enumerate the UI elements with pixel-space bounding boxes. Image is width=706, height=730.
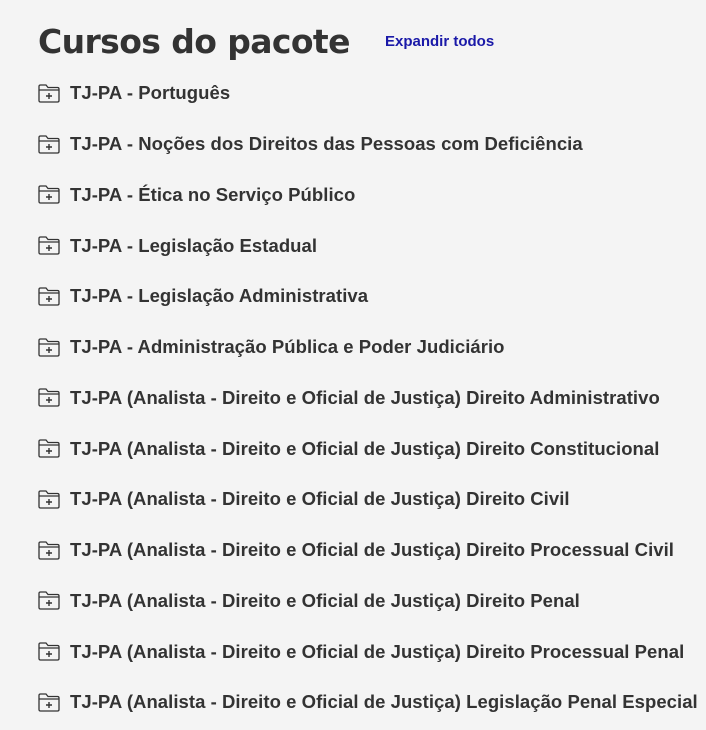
course-title: TJ-PA - Ética no Serviço Público — [70, 183, 356, 205]
course-title: TJ-PA - Legislação Estadual — [70, 234, 318, 256]
folder-plus-icon — [38, 134, 60, 154]
folder-plus-icon — [38, 337, 60, 357]
course-item[interactable] — [38, 474, 698, 525]
course-title: TJ-PA - Português — [70, 82, 231, 104]
course-item[interactable] — [38, 525, 698, 576]
course-list — [38, 68, 698, 728]
expand-all-link[interactable]: Expandir todos — [385, 33, 495, 50]
course-title: TJ-PA (Analista - Direito e Oficial de Justiça) Legislação Penal Especial — [70, 691, 698, 713]
course-title: TJ-PA (Analista - Direito e Oficial de Justiça) Direito Administrativo — [70, 386, 660, 408]
course-item[interactable] — [38, 576, 698, 627]
folder-plus-icon — [38, 692, 60, 712]
folder-plus-icon — [38, 236, 60, 256]
course-title: TJ-PA (Analista - Direito e Oficial de Justiça) Direito Constitucional — [70, 437, 660, 459]
folder-plus-icon — [38, 439, 60, 459]
course-title: TJ-PA - Noções dos Direitos das Pessoas com Deficiência — [70, 133, 583, 155]
folder-plus-icon — [38, 489, 60, 509]
course-item[interactable] — [38, 626, 698, 677]
course-item[interactable] — [38, 677, 698, 728]
course-item[interactable] — [38, 423, 698, 474]
course-item[interactable] — [38, 220, 698, 271]
folder-plus-icon — [38, 540, 60, 560]
course-title: TJ-PA (Analista - Direito e Oficial de Justiça) Direito Processual Civil — [70, 539, 674, 561]
page-title: Cursos do pacote — [38, 21, 350, 61]
course-item[interactable] — [38, 170, 698, 221]
course-title: TJ-PA - Legislação Administrativa — [70, 285, 369, 307]
course-title: TJ-PA (Analista - Direito e Oficial de Justiça) Direito Penal — [70, 589, 580, 611]
course-item[interactable] — [38, 119, 698, 170]
course-item[interactable] — [38, 68, 698, 119]
section-header — [38, 16, 350, 66]
folder-plus-icon — [38, 591, 60, 611]
folder-plus-icon — [38, 642, 60, 662]
course-title: TJ-PA (Analista - Direito e Oficial de Justiça) Direito Processual Penal — [70, 640, 685, 662]
course-title: TJ-PA (Analista - Direito e Oficial de Justiça) Direito Civil — [70, 488, 570, 510]
course-item[interactable] — [38, 271, 698, 322]
course-title: TJ-PA - Administração Pública e Poder Judiciário — [70, 336, 505, 358]
course-item[interactable] — [38, 373, 698, 424]
folder-plus-icon — [38, 83, 60, 103]
course-item[interactable] — [38, 322, 698, 373]
folder-plus-icon — [38, 185, 60, 205]
folder-plus-icon — [38, 286, 60, 306]
folder-plus-icon — [38, 388, 60, 408]
